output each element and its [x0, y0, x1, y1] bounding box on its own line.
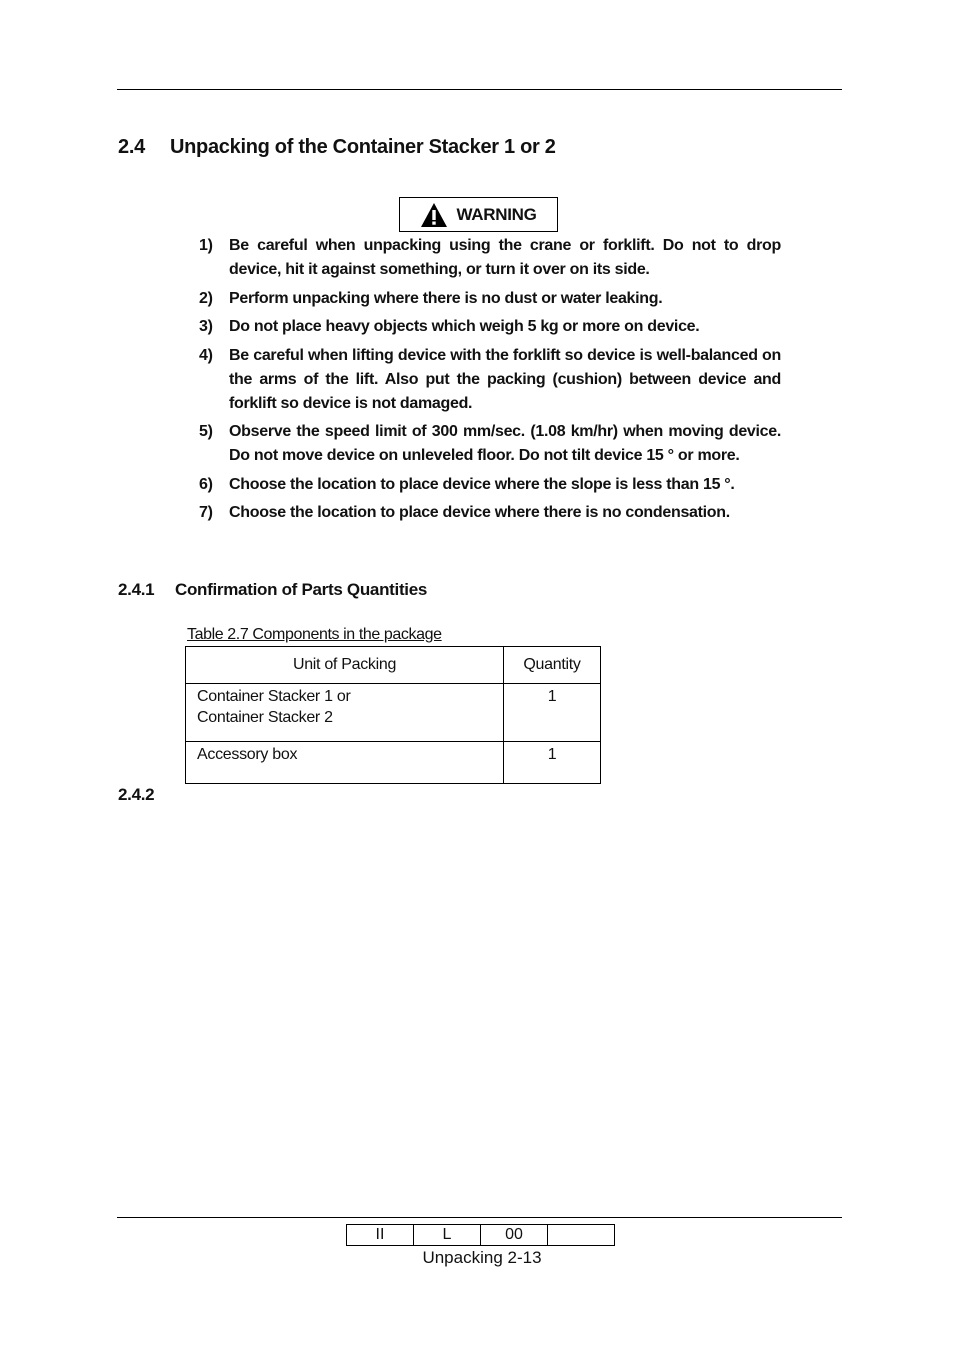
- table-row: [186, 742, 601, 784]
- item-text: Do not place heavy objects which weigh 5 kg or more on device.: [229, 318, 700, 335]
- subsection-number: 2.4.1: [118, 580, 155, 599]
- item-text: Observe the speed limit of 300 mm/sec. (1.08 km/hr) when moving device. Do not move device on unleveled floor. Do not tilt device 15 ° or more.: [229, 423, 781, 464]
- table-caption: Table 2.7 Components in the package: [187, 626, 442, 643]
- warning-item: [199, 315, 781, 339]
- footer-code-cell: [548, 1225, 615, 1246]
- column-header-quantity: Quantity: [504, 647, 601, 684]
- quantity-cell: 1: [504, 742, 601, 784]
- unit-line: Container Stacker 1 or: [197, 688, 351, 705]
- quantity-cell: 1: [504, 684, 601, 742]
- unit-cell: [186, 684, 504, 742]
- page-label: Unpacking 2-13: [422, 1248, 542, 1267]
- item-text: Perform unpacking where there is no dust or water leaking.: [229, 289, 663, 307]
- item-text: Choose the location to place device where the slope is less than 15 °.: [229, 475, 735, 493]
- unit-cell: [186, 742, 504, 784]
- warning-list: [199, 234, 781, 530]
- warning-item: [199, 501, 781, 525]
- item-number: 2): [199, 289, 213, 307]
- item-number: 5): [199, 423, 213, 440]
- warning-box: [399, 197, 558, 232]
- item-text: Be careful when unpacking using the crane or forklift. Do not to drop device, hit it against something, or turn it over on its side.: [229, 237, 781, 278]
- item-number: 3): [199, 318, 213, 335]
- subsection-2-number: 2.4.2: [118, 785, 155, 804]
- footer-code-cell: II: [347, 1225, 414, 1246]
- section-heading: [118, 136, 556, 159]
- item-text: Choose the location to place device where there is no condensation.: [229, 504, 730, 521]
- subsection-title: Confirmation of Parts Quantities: [175, 580, 428, 599]
- section-number: 2.4: [118, 136, 145, 158]
- unit-line: Container Stacker 2: [197, 709, 333, 726]
- item-number: 7): [199, 504, 213, 521]
- warning-item: [199, 287, 781, 311]
- warning-label: WARNING: [456, 204, 537, 224]
- section-title: Unpacking of the Container Stacker 1 or 2: [170, 136, 556, 158]
- components-table: [185, 646, 601, 784]
- footer-code-table: [346, 1224, 615, 1246]
- warning-item: [199, 234, 781, 282]
- item-number: 1): [199, 237, 213, 254]
- item-number: 6): [199, 475, 213, 493]
- warning-triangle-icon: [420, 202, 448, 228]
- item-text: Be careful when lifting device with the forklift so device is well-balanced on the arms of the lift. Also put the packing (cushion) between device and forklift so device is not damaged.: [229, 346, 781, 412]
- warning-item: [199, 344, 781, 416]
- header-rule: [117, 89, 842, 90]
- table-row: [186, 684, 601, 742]
- item-number: 4): [199, 346, 213, 364]
- footer-rule: [117, 1217, 842, 1218]
- warning-item: [199, 420, 781, 468]
- table-header-row: [186, 647, 601, 684]
- column-header-unit: Unit of Packing: [186, 647, 504, 684]
- footer-code-cell: 00: [481, 1225, 548, 1246]
- unit-line: Accessory box: [197, 746, 298, 763]
- warning-item: [199, 473, 781, 497]
- subsection-heading: [118, 580, 427, 600]
- footer-code-cell: L: [414, 1225, 481, 1246]
